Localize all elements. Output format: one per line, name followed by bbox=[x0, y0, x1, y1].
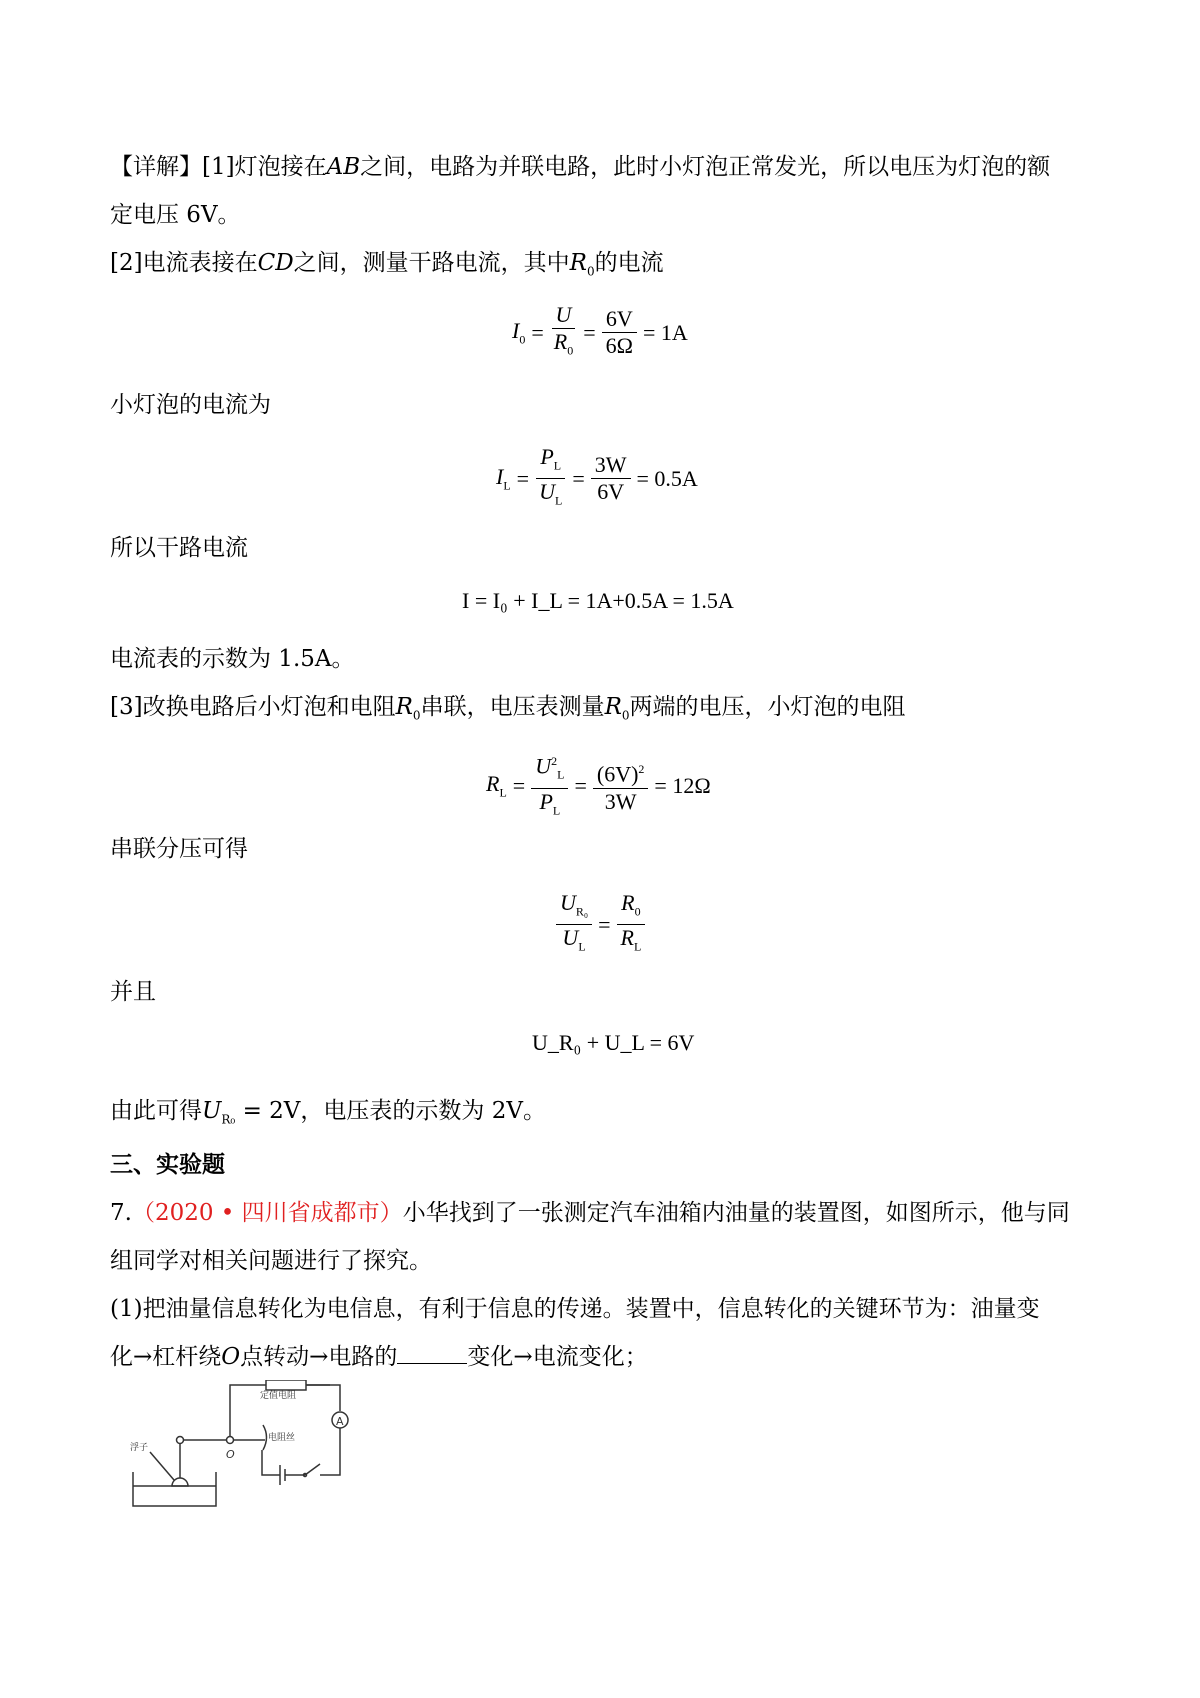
resistance-wire-icon bbox=[263, 1425, 267, 1450]
float-icon bbox=[172, 1478, 188, 1486]
oil-tank-icon bbox=[133, 1472, 216, 1506]
svg-text:定值电阻: 定值电阻 bbox=[260, 1391, 297, 1401]
equation-rl: $R_L$ = $\frac{U^2_L}{P_L}$ = $\frac{(6V)^2}{3W}$ = 12Ω bbox=[486, 748, 711, 823]
section-heading: 三、实验题 bbox=[110, 1152, 225, 1178]
detail-line-2: 定电压 6V。 bbox=[110, 202, 241, 228]
oil-gauge-circuit-diagram bbox=[130, 1380, 380, 1530]
equation-il: $I_L$ = $\frac{P_L}{U_L}$ = $\frac{3W}{6V}$ = 0.5A bbox=[496, 444, 698, 508]
svg-text:浮子: 浮子 bbox=[130, 1443, 149, 1453]
pivot-icon bbox=[227, 1437, 234, 1444]
detail-line-9: 并且 bbox=[110, 979, 156, 1005]
question-source: （2020 • 四川省成都市） bbox=[131, 1200, 403, 1226]
wire-right bbox=[320, 1428, 340, 1475]
detail-line-3: [2]电流表接在CD之间，测量干路电流，其中$R_0$的电流 bbox=[110, 250, 664, 279]
equation-sum: U_R₀ + U_L = 6V bbox=[532, 1030, 695, 1055]
detail-line-4: 小灯泡的电流为 bbox=[110, 392, 271, 418]
wire-top-right bbox=[306, 1385, 340, 1411]
svg-text:A: A bbox=[336, 1415, 344, 1428]
equation-ratio: $\frac{U_{R_0}}{U_L}$ = $\frac{R_0}{R_L}$ bbox=[556, 890, 645, 960]
switch-icon bbox=[305, 1464, 320, 1475]
detail-line-10: 由此可得$U_{R_0} = 2V$，电压表的示数为 2V。 bbox=[110, 1098, 546, 1127]
question-7-line-2: 组同学对相关问题进行了探究。 bbox=[110, 1248, 432, 1274]
svg-text:O: O bbox=[226, 1448, 235, 1461]
question-7-line-1: 7.（2020 • 四川省成都市）小华找到了一张测定汽车油箱内油量的装置图，如图所示，他与同 bbox=[110, 1200, 1070, 1226]
question-7-1-line-2: 化→杠杆绕O点转动→电路的 变化→电流变化； bbox=[110, 1341, 648, 1372]
detail-line-7: [3]改换电路后小灯泡和电阻$R_0$串联，电压表测量$R_0$两端的电压，小灯泡的电阻 bbox=[110, 694, 906, 723]
equation-i0: $I_0$ = $\frac{U}{R_0}$ = $\frac{6V}{6\Omega}$ = 1A bbox=[512, 302, 688, 359]
equation-total-current: I = I₀ + I_L = 1A+0.5A = 1.5A bbox=[462, 588, 734, 613]
svg-text:电阻丝: 电阻丝 bbox=[268, 1433, 296, 1443]
answer-blank bbox=[397, 1341, 467, 1364]
detail-line-1: 【详解】[1]灯泡接在AB之间，电路为并联电路，此时小灯泡正常发光，所以电压为灯泡的额 bbox=[110, 154, 1051, 180]
detail-line-8: 串联分压可得 bbox=[110, 836, 248, 862]
detail-line-5: 所以干路电流 bbox=[110, 535, 248, 561]
detail-line-6: 电流表的示数为 1.5A。 bbox=[110, 646, 355, 672]
question-7-1-line-1: (1)把油量信息转化为电信息，有利于信息的传递。装置中，信息转化的关键环节为：油量变 bbox=[110, 1296, 1040, 1322]
fixed-resistor-icon bbox=[266, 1380, 306, 1390]
